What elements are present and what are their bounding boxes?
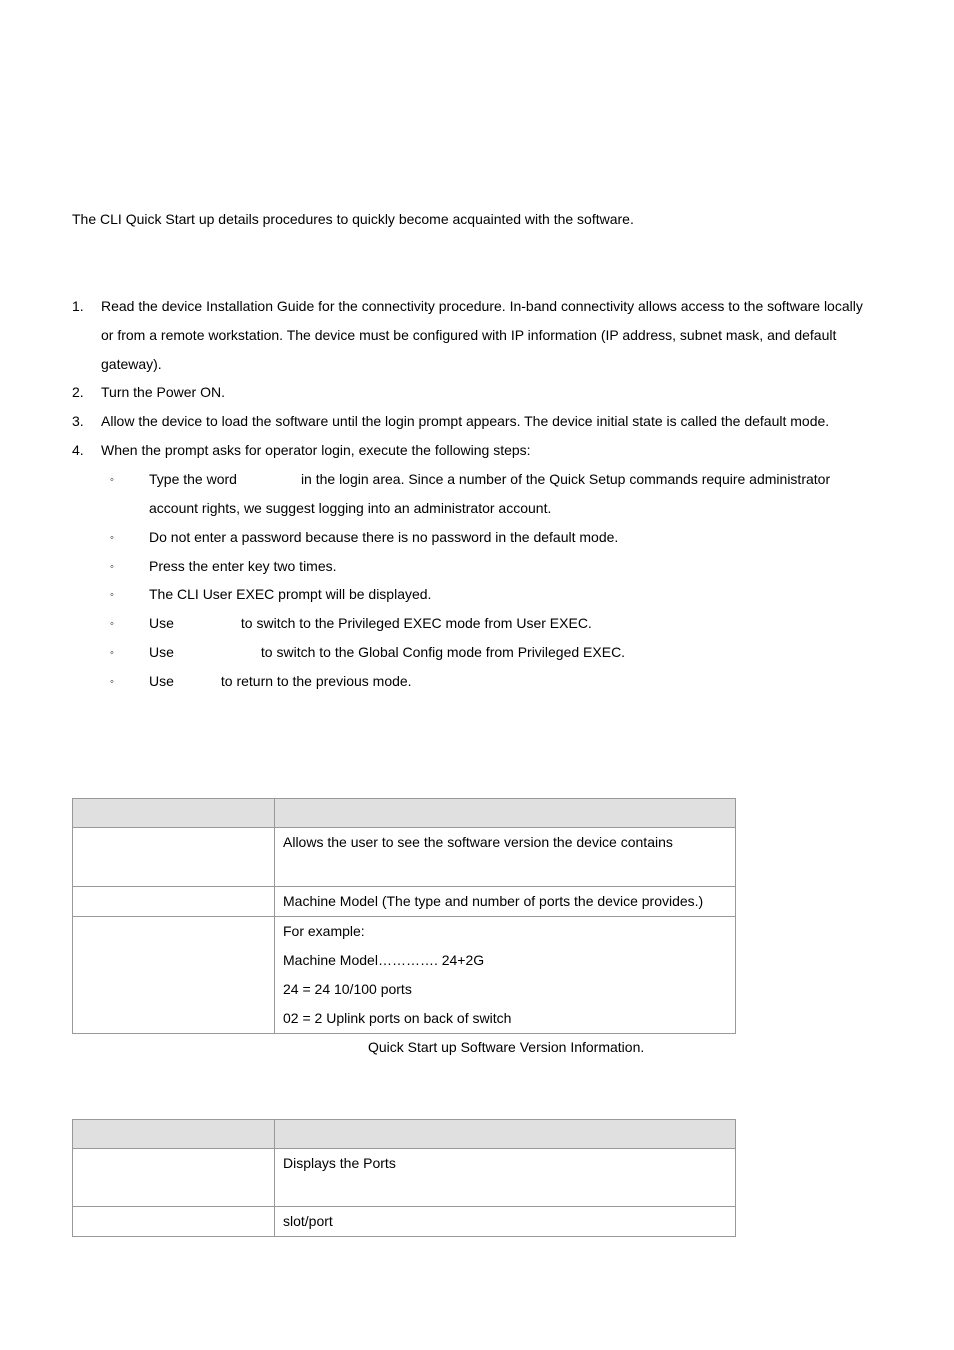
table-header-row xyxy=(73,1120,736,1149)
bullet-icon: ◦ xyxy=(110,532,114,544)
table-header-row xyxy=(73,799,736,828)
step-text-line: or from a remote workstation. The device must be configured with IP information (IP address, subnet mask, and default xyxy=(101,327,837,343)
step-number: 2. xyxy=(72,384,84,400)
table-header-cell xyxy=(275,799,736,828)
cell-line: Allows the user to see the software version the device contains xyxy=(283,834,673,850)
bullet-icon: ◦ xyxy=(110,618,114,630)
table-cell-command xyxy=(73,917,275,1034)
substep-text xyxy=(149,471,830,487)
table-cell-description xyxy=(275,1207,736,1237)
step-text-line: Read the device Installation Guide for the connectivity procedure. In-band connectivity allows access to the software locally xyxy=(101,298,863,314)
ports-table xyxy=(72,1119,736,1237)
substep-text-before: Use xyxy=(149,644,174,660)
bullet-icon: ◦ xyxy=(110,474,114,486)
cell-line: 24 = 24 10/100 ports xyxy=(283,981,412,997)
step-number: 3. xyxy=(72,413,84,429)
table-cell-command xyxy=(73,1149,275,1207)
cell-line: Machine Model…………. 24+2G xyxy=(283,952,485,968)
cell-line: For example: xyxy=(283,923,365,939)
step-number: 4. xyxy=(72,442,84,458)
substep-text xyxy=(149,673,412,689)
step-text-line: gateway). xyxy=(101,356,162,372)
substep-text: Press the enter key two times. xyxy=(149,558,337,574)
substep-text-after: to switch to the Privileged EXEC mode from User EXEC. xyxy=(240,615,592,631)
cell-line: slot/port xyxy=(283,1213,333,1229)
cell-line: Machine Model (The type and number of ports the device provides.) xyxy=(283,893,704,909)
substep-text-cont: account rights, we suggest logging into an administrator account. xyxy=(149,500,552,516)
substep-text xyxy=(149,615,592,631)
cell-line: Displays the Ports xyxy=(283,1155,396,1171)
table-cell-description xyxy=(275,828,736,887)
substep-text-before: Use xyxy=(149,673,174,689)
step-number: 1. xyxy=(72,298,84,314)
table-row xyxy=(73,1149,736,1207)
bullet-icon: ◦ xyxy=(110,589,114,601)
cell-line: 02 = 2 Uplink ports on back of switch xyxy=(283,1010,512,1026)
substep-text: Do not enter a password because there is no password in the default mode. xyxy=(149,529,619,545)
step-text-line: Allow the device to load the software until the login prompt appears. The device initial state is called the default mode. xyxy=(101,413,830,429)
table-cell-command xyxy=(73,887,275,917)
table-row xyxy=(73,887,736,917)
table-cell-command xyxy=(73,828,275,887)
bullet-icon: ◦ xyxy=(110,676,114,688)
table-row xyxy=(73,917,736,1034)
table-caption: Quick Start up Software Version Information. xyxy=(368,1039,645,1055)
substep-text-before: Use xyxy=(149,615,174,631)
substep-text-after: in the login area. Since a number of the Quick Setup commands require administrator xyxy=(300,471,831,487)
bullet-icon: ◦ xyxy=(110,561,114,573)
table-row xyxy=(73,1207,736,1237)
table-header-cell xyxy=(73,1120,275,1149)
substep-text-after: to return to the previous mode. xyxy=(220,673,412,689)
table-header-cell xyxy=(275,1120,736,1149)
table-row xyxy=(73,828,736,887)
table-cell-command xyxy=(73,1207,275,1237)
intro-paragraph: The CLI Quick Start up details procedures to quickly become acquainted with the software. xyxy=(72,211,634,227)
substep-text-before: Type the word xyxy=(149,471,237,487)
bullet-icon: ◦ xyxy=(110,647,114,659)
substep-text xyxy=(149,644,625,660)
table-header-cell xyxy=(73,799,275,828)
substep-text-after: to switch to the Global Config mode from Privileged EXEC. xyxy=(260,644,626,660)
table-cell-description xyxy=(275,917,736,1034)
table-cell-description xyxy=(275,887,736,917)
software-version-table xyxy=(72,798,736,1034)
substep-text: The CLI User EXEC prompt will be displayed. xyxy=(149,586,432,602)
table-cell-description xyxy=(275,1149,736,1207)
step-text-line: When the prompt asks for operator login, execute the following steps: xyxy=(101,442,531,458)
step-text-line: Turn the Power ON. xyxy=(101,384,225,400)
